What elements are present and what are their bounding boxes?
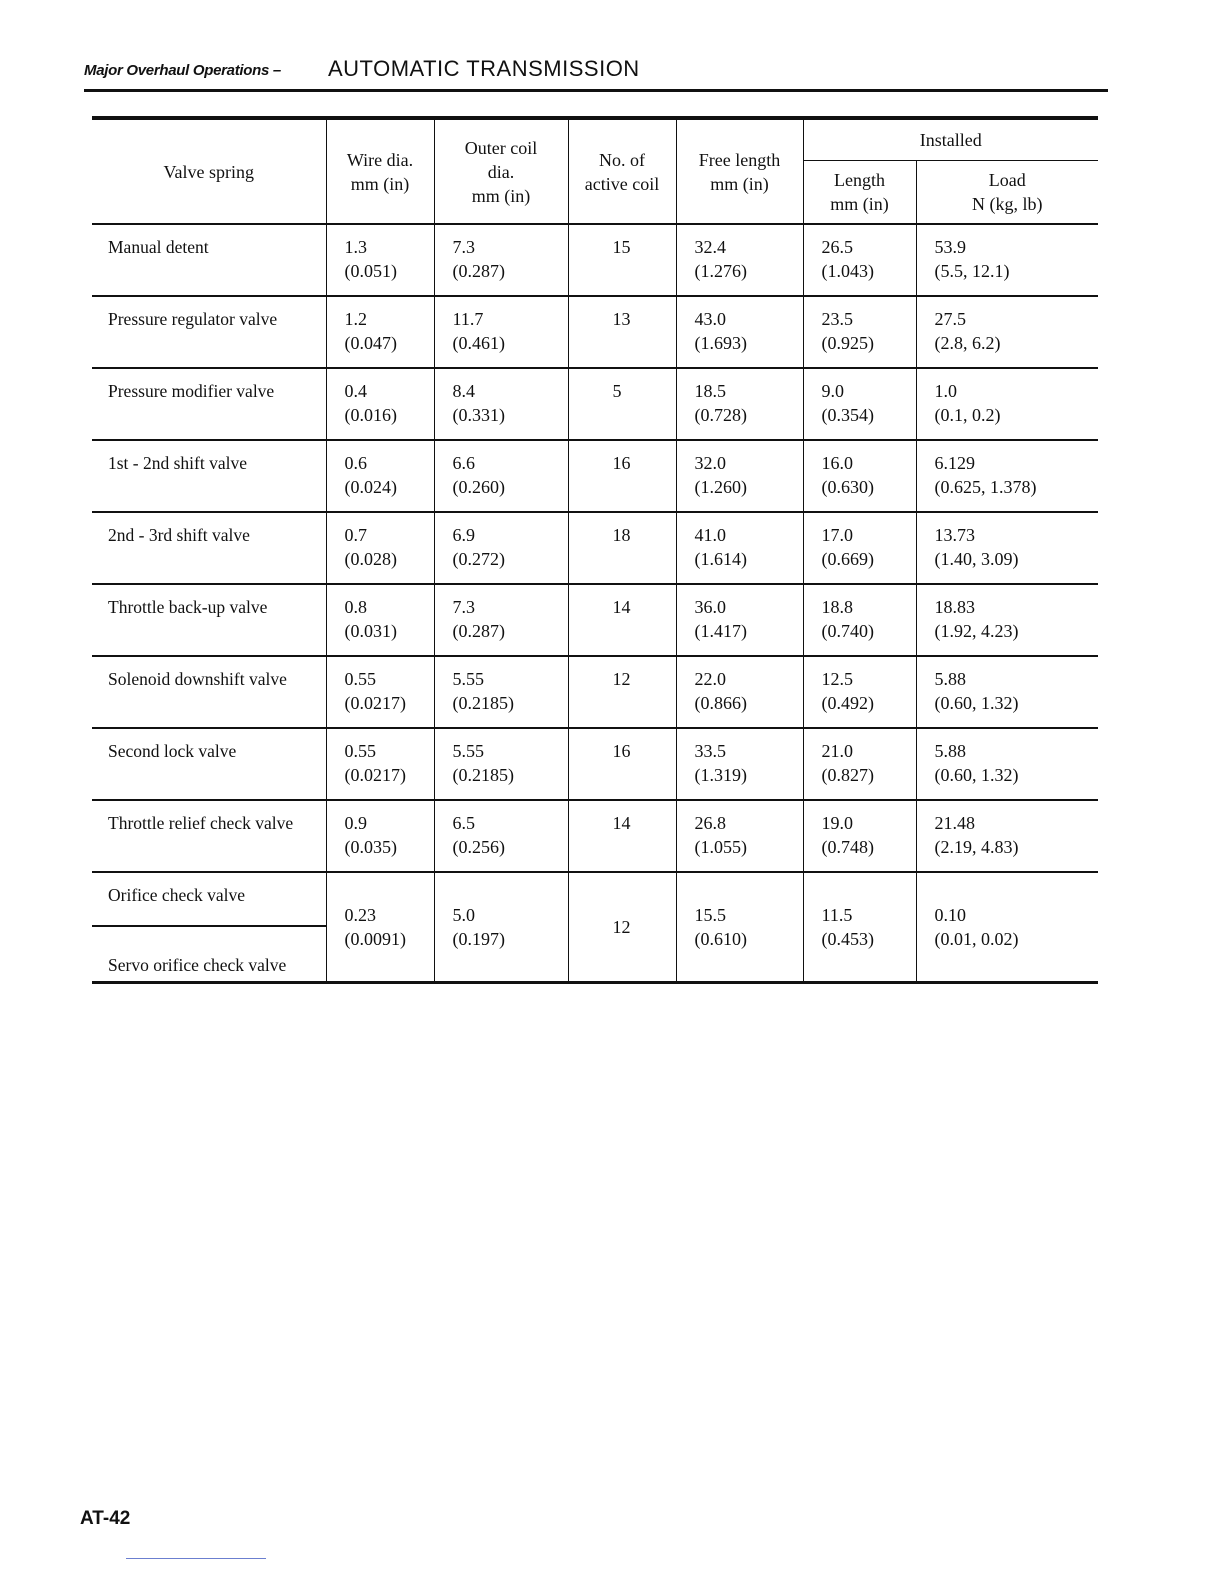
valve-name-cell: Solenoid downshift valve <box>92 656 326 728</box>
outer-cell: 6.9 (0.272) <box>434 512 568 584</box>
load-cell: 53.9 (5.5, 12.1) <box>916 224 1098 296</box>
table-row <box>92 800 1098 872</box>
coils-cell: 15 <box>568 224 676 296</box>
length-cell: 9.0 (0.354) <box>803 368 916 440</box>
length-cell: 16.0 (0.630) <box>803 440 916 512</box>
free-cell: 41.0 (1.614) <box>676 512 803 584</box>
section-label: Major Overhaul Operations – <box>84 62 281 79</box>
header-free-length: Free length mm (in) <box>676 118 803 224</box>
table-row <box>92 584 1098 656</box>
load-cell: 27.5 (2.8, 6.2) <box>916 296 1098 368</box>
free-cell: 32.0 (1.260) <box>676 440 803 512</box>
outer-cell: 6.5 (0.256) <box>434 800 568 872</box>
header-valve-spring: Valve spring <box>92 118 326 224</box>
free-cell: 32.4 (1.276) <box>676 224 803 296</box>
table-row <box>92 440 1098 512</box>
wire-cell: 0.4 (0.016) <box>326 368 434 440</box>
coils-cell: 14 <box>568 584 676 656</box>
header-rule <box>84 89 1108 92</box>
outer-cell: 5.55 (0.2185) <box>434 728 568 800</box>
wire-cell: 0.9 (0.035) <box>326 800 434 872</box>
free-cell: 33.5 (1.319) <box>676 728 803 800</box>
coils-cell: 5 <box>568 368 676 440</box>
free-cell: 43.0 (1.693) <box>676 296 803 368</box>
length-cell: 21.0 (0.827) <box>803 728 916 800</box>
valve-name-cell: Second lock valve <box>92 728 326 800</box>
load-cell: 13.73 (1.40, 3.09) <box>916 512 1098 584</box>
coils-cell: 18 <box>568 512 676 584</box>
length-cell: 23.5 (0.925) <box>803 296 916 368</box>
wire-cell: 0.7 (0.028) <box>326 512 434 584</box>
valve-name-cell: Pressure regulator valve <box>92 296 326 368</box>
wire-cell: 1.3 (0.051) <box>326 224 434 296</box>
load-cell: 6.129 (0.625, 1.378) <box>916 440 1098 512</box>
page-title: AUTOMATIC TRANSMISSION <box>328 56 640 81</box>
outer-cell: 6.6 (0.260) <box>434 440 568 512</box>
coils-cell: 16 <box>568 440 676 512</box>
length-cell: 19.0 (0.748) <box>803 800 916 872</box>
table-row <box>92 224 1098 296</box>
free-cell: 15.5 (0.610) <box>676 872 803 983</box>
valve-name-cell: Throttle relief check valve <box>92 800 326 872</box>
length-cell: 11.5 (0.453) <box>803 872 916 983</box>
table-row <box>92 368 1098 440</box>
valve-name-cell: Pressure modifier valve <box>92 368 326 440</box>
valve-name: Orifice check valve <box>108 885 246 905</box>
table-row <box>92 872 1098 983</box>
wire-cell: 0.6 (0.024) <box>326 440 434 512</box>
wire-cell: 0.8 (0.031) <box>326 584 434 656</box>
valve-name-cell: 2nd - 3rd shift valve <box>92 512 326 584</box>
header-load: Load N (kg, lb) <box>916 161 1098 225</box>
valve-name-cell <box>92 872 326 983</box>
load-cell: 0.10 (0.01, 0.02) <box>916 872 1098 983</box>
header-active-coil: No. of active coil <box>568 118 676 224</box>
outer-cell: 7.3 (0.287) <box>434 584 568 656</box>
load-cell: 5.88 (0.60, 1.32) <box>916 728 1098 800</box>
free-cell: 22.0 (0.866) <box>676 656 803 728</box>
valve-spring-table <box>92 116 1098 984</box>
page-number: AT-42 <box>80 1508 131 1529</box>
length-cell: 18.8 (0.740) <box>803 584 916 656</box>
page-header <box>84 56 1108 90</box>
free-cell: 18.5 (0.728) <box>676 368 803 440</box>
wire-cell: 0.23 (0.0091) <box>326 872 434 983</box>
coils-cell: 13 <box>568 296 676 368</box>
length-cell: 17.0 (0.669) <box>803 512 916 584</box>
load-cell: 21.48 (2.19, 4.83) <box>916 800 1098 872</box>
load-cell: 18.83 (1.92, 4.23) <box>916 584 1098 656</box>
valve-name: Servo orifice check valve <box>92 925 326 981</box>
load-cell: 1.0 (0.1, 0.2) <box>916 368 1098 440</box>
table-row <box>92 296 1098 368</box>
outer-cell: 5.55 (0.2185) <box>434 656 568 728</box>
wire-cell: 1.2 (0.047) <box>326 296 434 368</box>
table-row <box>92 728 1098 800</box>
valve-name-cell: Manual detent <box>92 224 326 296</box>
coils-cell: 16 <box>568 728 676 800</box>
coils-cell: 12 <box>568 656 676 728</box>
header-length: Length mm (in) <box>803 161 916 225</box>
outer-cell: 11.7 (0.461) <box>434 296 568 368</box>
outer-cell: 8.4 (0.331) <box>434 368 568 440</box>
table-row <box>92 656 1098 728</box>
header-wire-dia: Wire dia. mm (in) <box>326 118 434 224</box>
coils-cell: 12 <box>568 872 676 983</box>
free-cell: 26.8 (1.055) <box>676 800 803 872</box>
outer-cell: 7.3 (0.287) <box>434 224 568 296</box>
wire-cell: 0.55 (0.0217) <box>326 656 434 728</box>
valve-name-cell: Throttle back-up valve <box>92 584 326 656</box>
length-cell: 26.5 (1.043) <box>803 224 916 296</box>
valve-name-cell: 1st - 2nd shift valve <box>92 440 326 512</box>
load-cell: 5.88 (0.60, 1.32) <box>916 656 1098 728</box>
header-outer-coil: Outer coil dia. mm (in) <box>434 118 568 224</box>
footer-line <box>126 1558 266 1559</box>
table-row <box>92 512 1098 584</box>
outer-cell: 5.0 (0.197) <box>434 872 568 983</box>
wire-cell: 0.55 (0.0217) <box>326 728 434 800</box>
free-cell: 36.0 (1.417) <box>676 584 803 656</box>
coils-cell: 14 <box>568 800 676 872</box>
length-cell: 12.5 (0.492) <box>803 656 916 728</box>
header-installed: Installed <box>803 118 1098 161</box>
